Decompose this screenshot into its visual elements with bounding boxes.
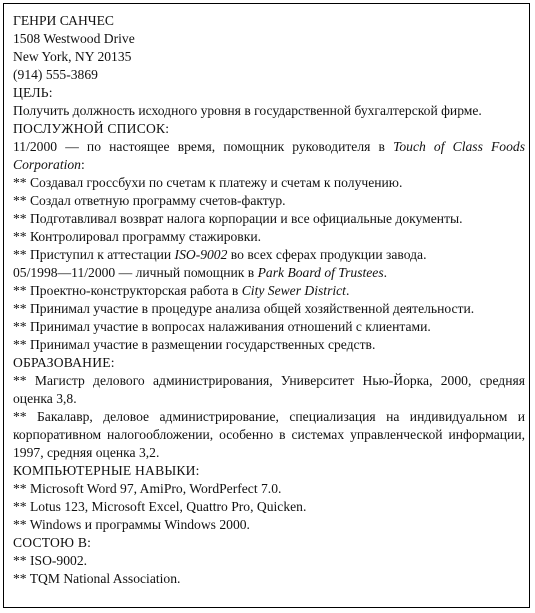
job2-item1-pre: ** Проектно-конструкторская работа в [13, 283, 242, 298]
address-line-1: 1508 Westwood Drive [13, 31, 135, 46]
job2-suffix: . [383, 265, 388, 280]
job2-item: ** Принимал участие в вопросах налаживания отношений с клиентами. [13, 319, 431, 334]
job1-title [13, 138, 525, 174]
skills-heading: КОМПЬЮТЕРНЫЕ НАВЫКИ: [13, 463, 200, 478]
education-item: ** Бакалавр, деловое администрирование, специализация на индивидуальном и корпоративном налогообложении, особенно в системах управленческой информации, 1997, средняя оценка 3,2. [13, 409, 525, 460]
job1-item: ** Создавал гроссбухи по счетам к платежу и счетам к получению. [13, 175, 403, 190]
job2-item1-post: . [345, 283, 350, 298]
job1-suffix: : [80, 157, 85, 172]
objective-heading: ЦЕЛЬ: [13, 85, 53, 100]
applicant-name: ГЕНРИ САНЧЕС [13, 13, 114, 28]
education-heading: ОБРАЗОВАНИЕ: [13, 355, 115, 370]
skills-item: ** Lotus 123, Microsoft Excel, Quattro Pro, Quicken. [13, 499, 307, 514]
job2-item [13, 282, 525, 300]
job1-period: 11/2000 — по настоящее время, помощник руководителя в [13, 139, 394, 154]
job2-item: ** Принимал участие в процедуре анализа общей хозяйственной деятельности. [13, 301, 475, 316]
job2-title [13, 264, 525, 282]
education-item: ** Магистр делового администрирования, Университет Нью-Йорка, 2000, средняя оценка 3,8. [13, 373, 525, 406]
job1-item: ** Создал ответную программу счетов-фактур. [13, 193, 286, 208]
job2-company: Park Board of Trustees [257, 265, 384, 280]
job1-item5-pre: ** Приступил к аттестации [13, 247, 175, 262]
resume-content [13, 12, 525, 588]
job1-item: ** Контролировал программу стажировки. [13, 229, 262, 244]
job2-item1-em: City Sewer District [241, 283, 346, 298]
experience-heading: ПОСЛУЖНОЙ СПИСОК: [13, 121, 170, 136]
job1-item: ** Подготавливал возврат налога корпорации и все официальные документы. [13, 211, 463, 226]
job2-item: ** Принимал участие в размещении государственных средств. [13, 337, 376, 352]
resume-frame [3, 3, 530, 608]
memberships-heading: СОСТОЮ В: [13, 535, 92, 550]
skills-item: ** Microsoft Word 97, AmiPro, WordPerfect 7.0. [13, 481, 282, 496]
job1-company: Touch of Class Foods Corporation [13, 139, 525, 172]
phone: (914) 555-3869 [13, 67, 98, 82]
job2-period: 05/1998—11/2000 — личный помощник в [13, 265, 258, 280]
skills-item: ** Windows и программы Windows 2000. [13, 517, 250, 532]
objective-text: Получить должность исходного уровня в государственной бухгалтерской фирме. [13, 103, 482, 118]
job1-item5-post: во всех сферах продукции завода. [227, 247, 427, 262]
job1-item5-em: ISO-9002 [174, 247, 228, 262]
job1-item [13, 246, 525, 264]
address-line-2: New York, NY 20135 [13, 49, 132, 64]
memberships-item: ** ISO-9002. [13, 553, 88, 568]
memberships-item: ** TQM National Association. [13, 571, 181, 586]
